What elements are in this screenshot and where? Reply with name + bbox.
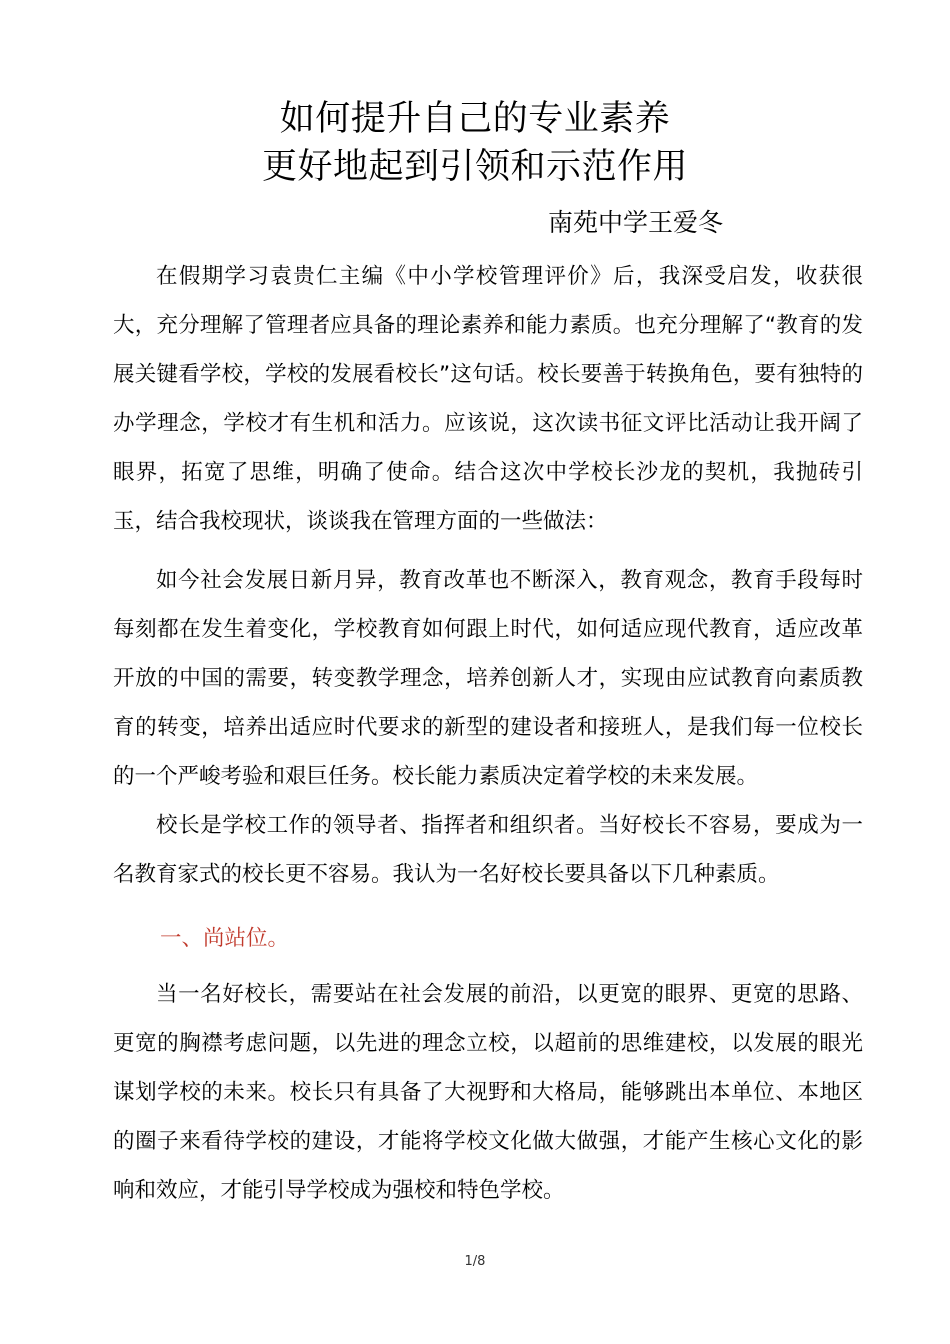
paragraph-education-reform: 如今社会发展日新月异，教育改革也不断深入，教育观念，教育手段每时每刻都在发生着变化，学校教育如何跟上时代，如何适应现代教育，适应改革开放的中国的需要，转变教学理念，培养创新人才，实现由应试教育向素质教育的转变，培养出适应时代要求的新型的建设者和接班人，是我们每一位校长的一个严峻考验和艰巨任务。校长能力素质决定着学校的未来发展。 [113,568,863,789]
paragraph-intro: 在假期学习袁贵仁主编《中小学校管理评价》后，我深受启发，收获很大，充分理解了管理者应具备的理论素养和能力素质。也充分理解了“教育的发展关键看学校，学校的发展看校长”这句话。校长要善于转换角色，要有独特的办学理念，学校才有生机和活力。应该说，这次读书征文评比活动让我开阔了眼界，拓宽了思维，明确了使命。结合这次中学校长沙龙的契机，我抛砖引玉，结合我校现状，谈谈我在管理方面的一些做法： [113,264,863,534]
paragraph-principal-role: 校长是学校工作的领导者、指挥者和组织者。当好校长不容易，要成为一名教育家式的校长更不容易。我认为一名好校长要具备以下几种素质。 [113,813,863,887]
page-number: 1/8 [464,1254,486,1269]
document-author: 南苑中学王爱冬 [548,208,724,237]
section-heading-1: 一、尚站位。 [160,926,290,951]
paragraph-section-1-body: 当一名好校长，需要站在社会发展的前沿，以更宽的眼界、更宽的思路、更宽的胸襟考虑问题，以先进的理念立校，以超前的思维建校，以发展的眼光谋划学校的未来。校长只有具备了大视野和大格局，能够跳出本单位、本地区的圈子来看待学校的建设，才能将学校文化做大做强，才能产生核心文化的影响和效应，才能引导学校成为强校和特色学校。 [113,982,863,1203]
document-title-line-2: 更好地起到引领和示范作用 [261,147,688,187]
document-title-line-1: 如何提升自己的专业素养 [279,99,671,139]
